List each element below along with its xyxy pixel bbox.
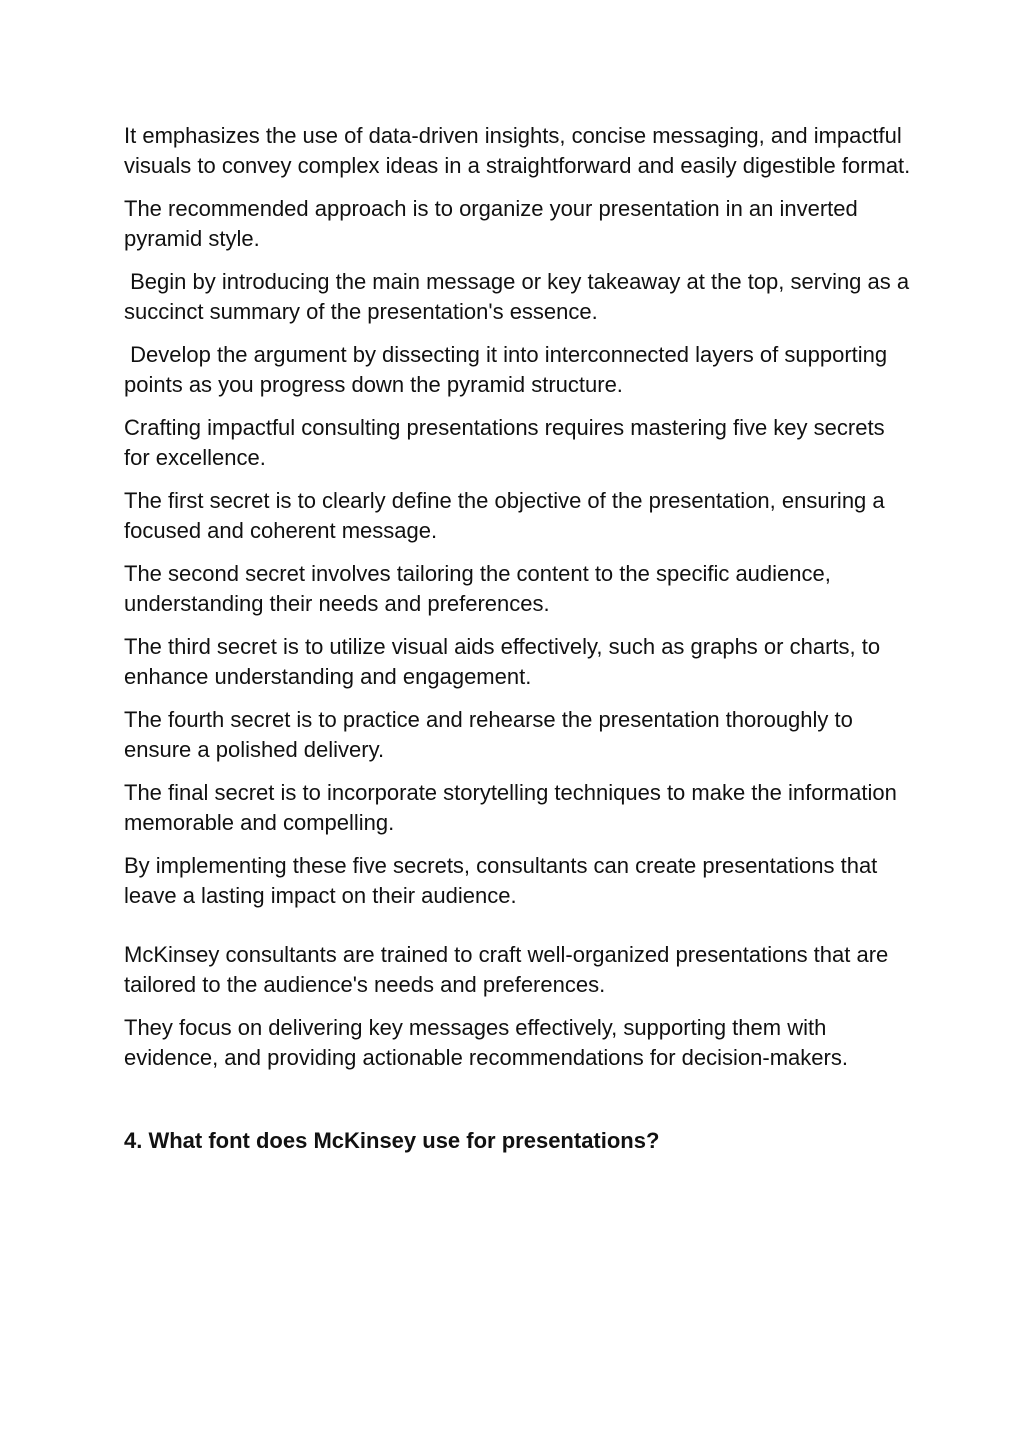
paragraph-second-secret: The second secret involves tailoring the content to the specific audience, understanding their needs and preferences.: [124, 561, 837, 616]
document-body: [124, 121, 914, 1156]
paragraph-final-secret: The final secret is to incorporate storytelling techniques to make the information memorable and compelling.: [124, 780, 903, 835]
paragraph-main-message: Begin by introducing the main message or key takeaway at the top, serving as a succinct summary of the presentation's essence.: [124, 269, 916, 324]
paragraph-fourth-secret: The fourth secret is to practice and rehearse the presentation thoroughly to ensure a polished delivery.: [124, 707, 859, 762]
paragraph-inverted-pyramid: The recommended approach is to organize your presentation in an inverted pyramid style.: [124, 196, 864, 251]
paragraph-key-messages: They focus on delivering key messages effectively, supporting them with evidence, and providing actionable recommendations for decision-makers.: [124, 1015, 848, 1070]
paragraph-five-secrets: Crafting impactful consulting presentations requires mastering five key secrets for excellence.: [124, 415, 891, 470]
paragraph-mckinsey-consultants: McKinsey consultants are trained to craft well-organized presentations that are tailored to the audience's needs and preferences.: [124, 942, 895, 997]
paragraph-data-driven-insights: It emphasizes the use of data-driven insights, concise messaging, and impactful visuals to convey complex ideas in a straightforward and easily digestible format.: [124, 123, 911, 178]
paragraph-third-secret: The third secret is to utilize visual aids effectively, such as graphs or charts, to enhance understanding and engagement.: [124, 634, 887, 689]
section-heading: 4. What font does McKinsey use for presentations?: [124, 1128, 660, 1153]
paragraph-implementing-secrets: By implementing these five secrets, consultants can create presentations that leave a lasting impact on their audience.: [124, 853, 884, 908]
paragraph-develop-argument: Develop the argument by dissecting it into interconnected layers of supporting points as you progress down the pyramid structure.: [124, 342, 894, 397]
paragraph-first-secret: The first secret is to clearly define the objective of the presentation, ensuring a focused and coherent message.: [124, 488, 891, 543]
